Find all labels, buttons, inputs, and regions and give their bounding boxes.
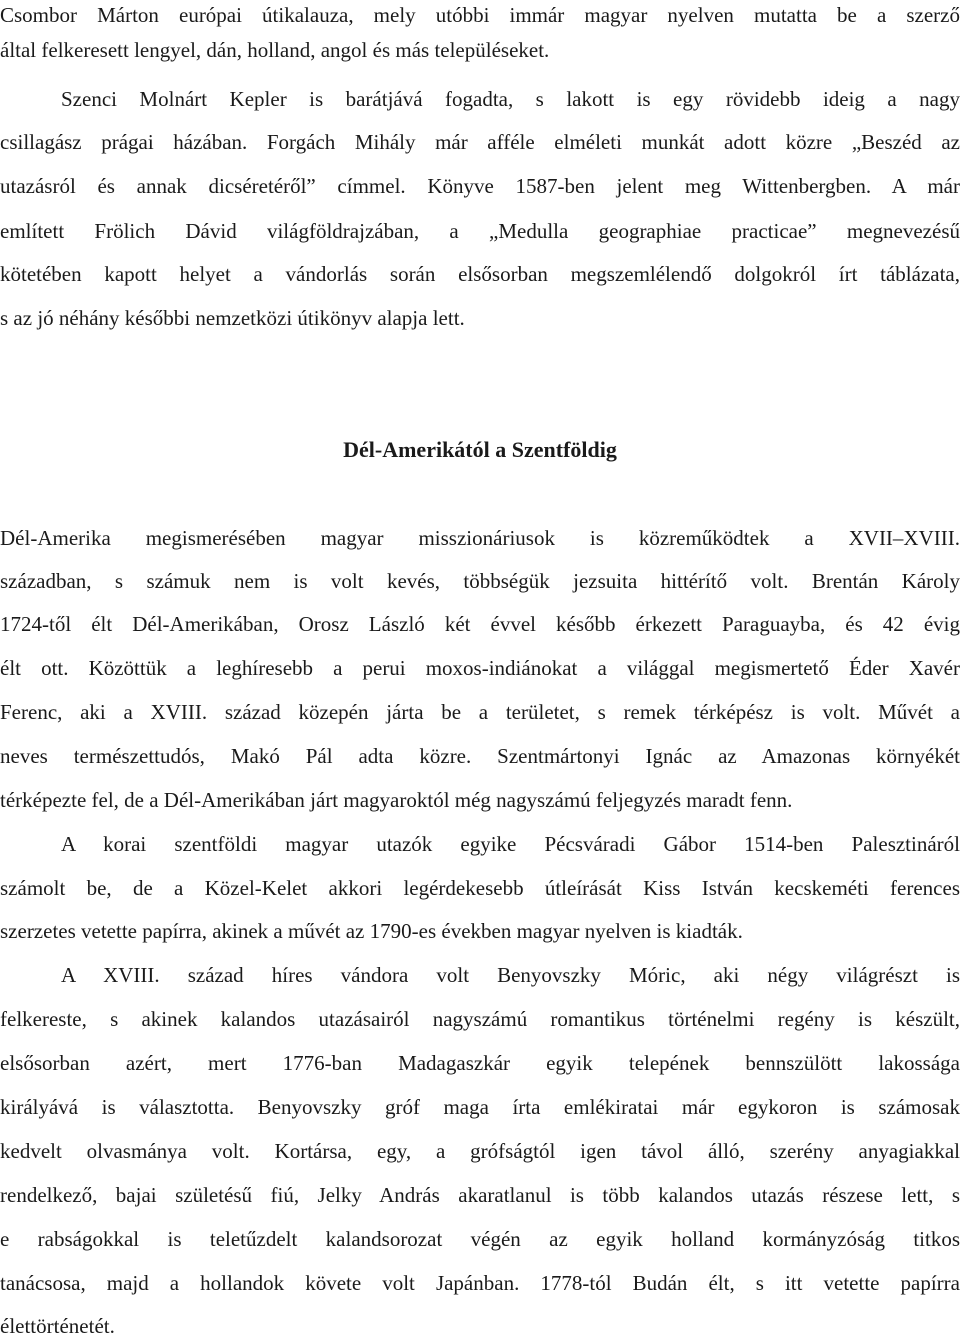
text-line: csillagász prágai házában. Forgách Mihály már afféle elméleti munkát adott közre „Beszéd az	[0, 130, 960, 154]
text-line: királyává is választotta. Benyovszky gróf maga írta emlékiratai már egykoron is számosak	[0, 1095, 960, 1119]
text-line: e rabságokkal is teletűzdelt kalandsorozat végén az egyik holland kormányzóság titkos	[0, 1227, 960, 1251]
text-line: s az jó néhány későbbi nemzetközi útikönyv alapja lett.	[0, 306, 465, 330]
text-line: tanácsosa, majd a hollandok követe volt Japánban. 1778-tól Budán élt, s itt vetette papírra	[0, 1271, 960, 1295]
text-line: Szenci Molnárt Kepler is barátjává fogadta, s lakott is egy rövidebb ideig a nagy	[61, 87, 960, 111]
text-line: században, s számuk nem is volt kevés, többségük jezsuita hittérítő volt. Brentán Károly	[0, 569, 960, 593]
text-line: 1724-től élt Dél-Amerikában, Orosz László két évvel később érkezett Paraguayba, és 42 évig	[0, 612, 960, 636]
text-line: kedvelt olvasmánya volt. Kortársa, egy, a grófságtól igen távol álló, szerény anyagiakkal	[0, 1139, 960, 1163]
text-line: említett Frölich Dávid világföldrajzában, a „Medulla geographiae practicae” megnevezésű	[0, 219, 960, 243]
text-line: kötetében kapott helyet a vándorlás során elsősorban megszemlélendő dolgokról írt táblázata,	[0, 262, 960, 286]
text-line: térképezte fel, de a Dél-Amerikában járt magyaroktól még nagyszámú feljegyzés maradt fenn.	[0, 788, 793, 812]
text-line: Ferenc, aki a XVIII. század közepén járta be a területet, s remek térképész is volt. Művét a	[0, 700, 960, 724]
text-line: rendelkező, bajai születésű fiú, Jelky András akaratlanul is több kalandos utazás részese lett, s	[0, 1183, 960, 1207]
text-line: A korai szentföldi magyar utazók egyike Pécsváradi Gábor 1514-ben Palesztináról	[61, 832, 960, 856]
text-line: számolt be, de a Közel-Kelet akkori legérdekesebb útleírását Kiss István kecskeméti ferences	[0, 876, 960, 900]
text-line: Dél-Amerika megismerésében magyar misszionáriusok is közreműködtek a XVII–XVIII.	[0, 526, 960, 550]
text-line: utazásról és annak dicséretéről” címmel. Könyve 1587-ben jelent meg Wittenbergben. A már	[0, 174, 960, 198]
text-line: élt ott. Közöttük a leghíresebb a perui moxos-indiánokat a világgal megismertető Éder Xavér	[0, 656, 960, 680]
text-line: élettörténetét.	[0, 1314, 115, 1338]
text-line: Csombor Márton európai útikalauza, mely utóbbi immár magyar nyelven mutatta be a szerző	[0, 3, 960, 27]
text-line: által felkeresett lengyel, dán, holland, angol és más településeket.	[0, 38, 550, 62]
text-line: A XVIII. század híres vándora volt Benyovszky Móric, aki négy világrészt is	[61, 963, 960, 987]
text-line: szerzetes vetette papírra, akinek a művét az 1790-es években magyar nyelven is kiadták.	[0, 919, 743, 943]
text-line: elsősorban azért, mert 1776-ban Madagaszkár egyik telepének bennszülött lakossága	[0, 1051, 960, 1075]
text-line: felkereste, s akinek kalandos utazásairól nagyszámú romantikus történelmi regény is készült,	[0, 1007, 960, 1031]
text-line: neves természettudós, Makó Pál adta közre. Szentmártonyi Ignác az Amazonas környékét	[0, 744, 960, 768]
section-heading: Dél-Amerikától a Szentföldig	[343, 437, 617, 462]
